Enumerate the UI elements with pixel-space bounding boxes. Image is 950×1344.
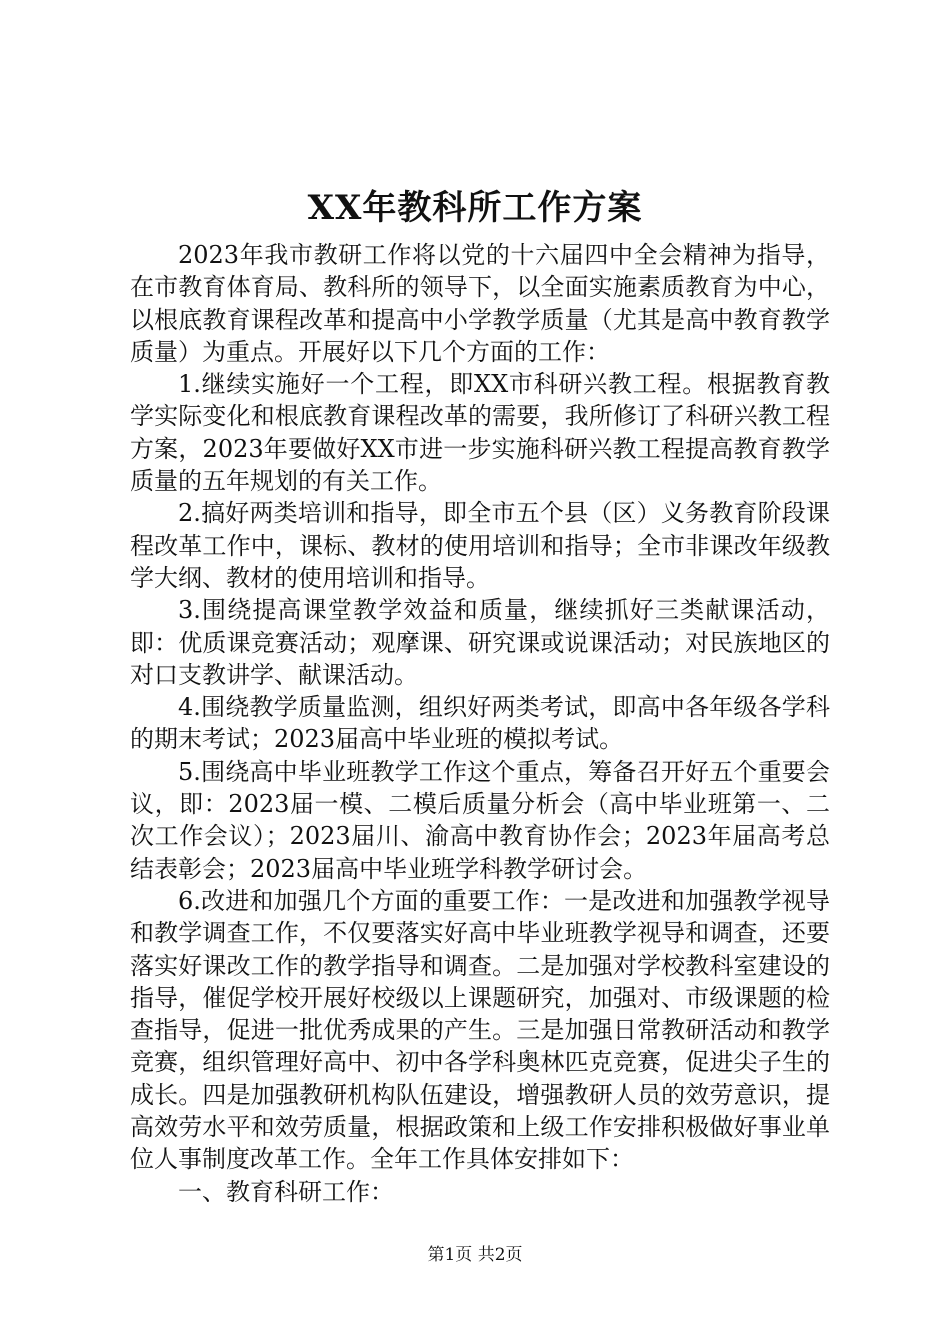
document-body xyxy=(130,239,830,1208)
item-6-paragraph: 6.改进和加强几个方面的重要工作：一是改进和加强教学视导和教学调查工作，不仅要落实好高中毕业班教学视导和调查，还要落实好课改工作的教学指导和调查。二是加强对学校教科室建设的指导，催促学校开展好校级以上课题研究，加强对、市级课题的检查指导，促进一批优秀成果的产生。三是加强日常教研活动和教学竞赛，组织管理好高中、初中各学科奥林匹克竞赛，促进尖子生的成长。四是加强教研机构队伍建设，增强教研人员的效劳意识，提高效劳水平和效劳质量，根据政策和上级工作安排积极做好事业单位人事制度改革工作。全年工作具体安排如下： xyxy=(130,886,830,1174)
item-4-paragraph: 4.围绕教学质量监测，组织好两类考试，即高中各年级各学科的期末考试；2023届高中毕业班的模拟考试。 xyxy=(130,693,830,754)
section-heading: 一、教育科研工作： xyxy=(178,1177,394,1206)
item-3-paragraph: 3.围绕提高课堂教学效益和质量，继续抓好三类献课活动，即：优质课竞赛活动；观摩课、研究课或说课活动；对民族地区的对口支教讲学、献课活动。 xyxy=(130,596,830,689)
page-footer: 第1页 共2页 xyxy=(427,1245,523,1265)
item-2-paragraph: 2.搞好两类培训和指导，即全市五个县（区）义务教育阶段课程改革工作中，课标、教材的使用培训和指导；全市非课改年级教学大纲、教材的使用培训和指导。 xyxy=(130,499,830,592)
document-title: XX年教科所工作方案 xyxy=(307,188,643,228)
item-5-paragraph: 5.围绕高中毕业班教学工作这个重点，筹备召开好五个重要会议，即：2023届一模、二模后质量分析会（高中毕业班第一、二次工作会议）；2023届川、渝高中教育协作会；2023年届高考总结表彰会；2023届高中毕业班学科教学研讨会。 xyxy=(130,757,830,883)
item-1-paragraph: 1.继续实施好一个工程，即XX市科研兴教工程。根据教育教学实际变化和根底教育课程改革的需要，我所修订了科研兴教工程方案，2023年要做好XX市进一步实施科研兴教工程提高教育教学质量的五年规划的有关工作。 xyxy=(130,370,830,496)
intro-paragraph: 2023年我市教研工作将以党的十六届四中全会精神为指导，在市教育体育局、教科所的领导下，以全面实施素质教育为中心，以根底教育课程改革和提高中小学教学质量（尤其是高中教育教学质量）为重点。开展好以下几个方面的工作： xyxy=(130,241,830,366)
